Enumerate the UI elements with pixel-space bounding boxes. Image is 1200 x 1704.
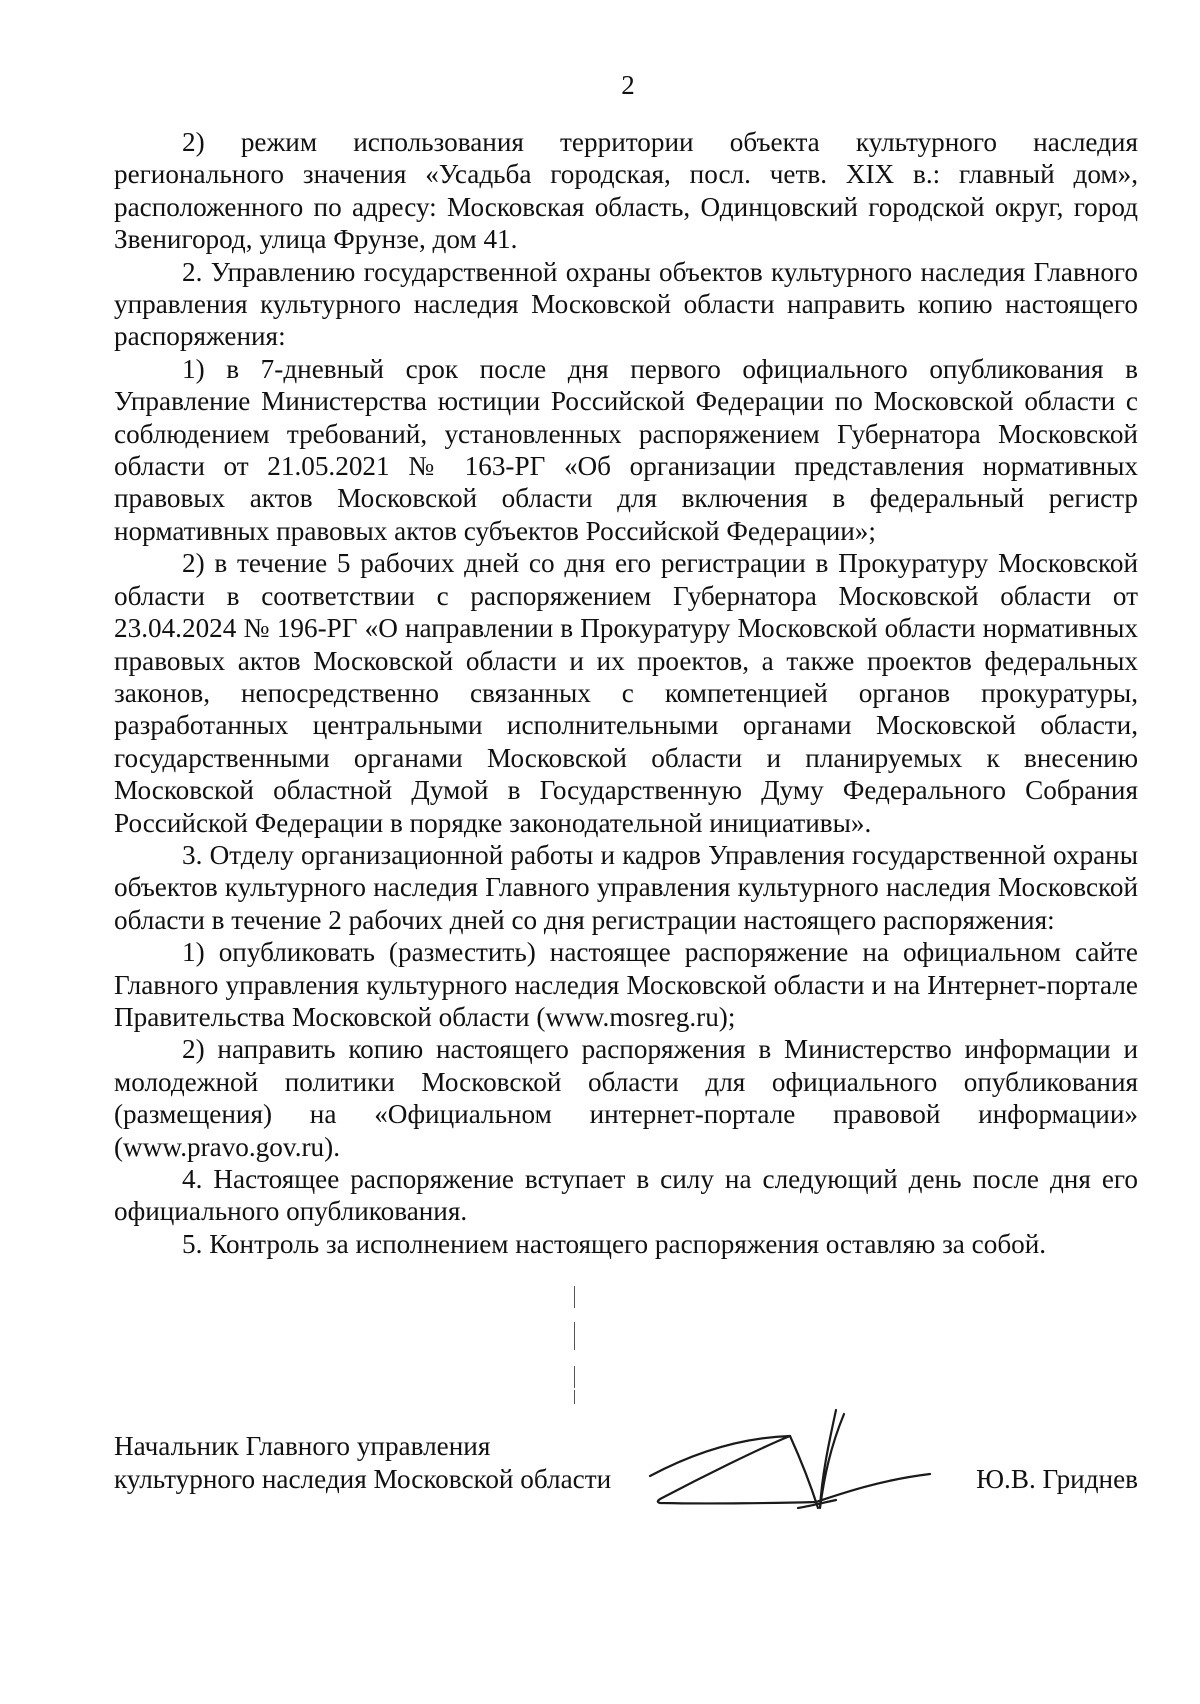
paragraph-section-5: 5. Контроль за исполнением настоящего распоряжения оставляю за собой. (182, 1228, 1047, 1259)
paragraph-item-2-territory-regime: 2) режим использования территории объекта культурного наследия регионального значения «Усадьба городская, посл. четв. XIX в.: главный дом», расположенного по адресу: Московская область, Одинцовский городской округ, город Звенигород, улица Фрунзе, дом 41. (114, 127, 1138, 255)
handwritten-signature (640, 1408, 940, 1528)
scan-artifact-line (574, 1366, 575, 1388)
paragraph-section-2: 2. Управлению государственной охраны объектов культурного наследия Главного управления культурного наследия Московской области направить копию настоящего распоряжения: (114, 256, 1138, 352)
scan-artifact-line (574, 1322, 575, 1350)
signatory-title-line-1: Начальник Главного управления (114, 1431, 491, 1461)
page-number: 2 (621, 70, 635, 100)
signatory-name: Ю.В. Гриднев (976, 1464, 1138, 1494)
signatory-title (114, 1430, 611, 1496)
paragraph-section-4: 4. Настоящее распоряжение вступает в силу на следующий день после дня его официального опубликования. (114, 1164, 1138, 1227)
scan-artifact-line (574, 1390, 575, 1404)
paragraph-section-3-item-2: 2) направить копию настоящего распоряжения в Министерство информации и молодежной политики Московской области для официального опубликования (размещения) на «Официальном интернет-портале правовой информации» (www.pravo.gov.ru). (114, 1034, 1138, 1162)
paragraph-section-2-item-2: 2) в течение 5 рабочих дней со дня его регистрации в Прокуратуру Московской области в соответствии с распоряжением Губернатора Московской области от 23.04.2024 № 196-РГ «О направлении в Прокуратуру Московской области нормативных правовых актов Московской области и их проектов, а также проектов федеральных законов, непосредственно связанных с компетенцией органов прокуратуры, разработанных центральными исполнительными органами Московской области, государственными органами Московской области и планируемых к внесению Московской областной Думой в Государственную Думу Федерального Собрания Российской Федерации в порядке законодательной инициативы». (114, 548, 1138, 838)
paragraph-section-2-item-1: 1) в 7-дневный срок после дня первого официального опубликования в Управление Министерства юстиции Российской Федерации по Московской области с соблюдением требований, установленных распоряжением Губернатора Московской области от 21.05.2021 № 163-РГ «Об организации представления нормативных правовых актов Московской области для включения в федеральный регистр нормативных правовых актов субъектов Российской Федерации»; (114, 353, 1138, 546)
paragraph-section-3-item-1: 1) опубликовать (разместить) настоящее распоряжение на официальном сайте Главного управления культурного наследия Московской области и на Интернет-портале Правительства Московской области (www.mosreg.ru); (114, 937, 1138, 1032)
scan-artifact-line (574, 1286, 575, 1308)
signatory-title-line-2: культурного наследия Московской области (114, 1464, 612, 1494)
signature-block (114, 1430, 1138, 1510)
paragraph-section-3: 3. Отделу организационной работы и кадров Управления государственной охраны объектов культурного наследия Главного управления культурного наследия Московской области в течение 2 рабочих дней со дня регистрации настоящего распоряжения: (114, 839, 1138, 935)
document-body (114, 126, 1138, 1260)
